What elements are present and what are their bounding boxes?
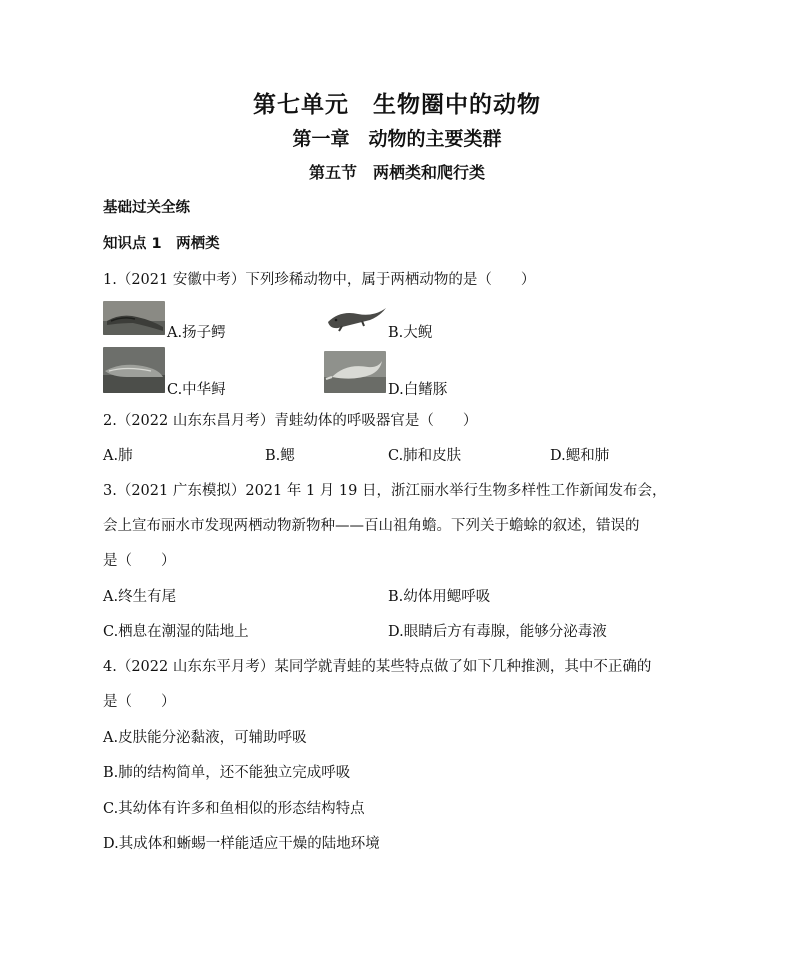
q3-option-b: B.幼体用鳃呼吸 bbox=[388, 589, 491, 605]
q1-option-a: A.扬子鳄 bbox=[167, 325, 226, 341]
q3-option-a: A.终生有尾 bbox=[103, 589, 177, 605]
q3-option-d: D.眼睛后方有毒腺，能够分泌毒液 bbox=[388, 624, 607, 640]
section-title: 第五节 两栖类和爬行类 bbox=[308, 163, 485, 182]
q2-option-a: A.肺 bbox=[103, 448, 133, 464]
knowledge-point-heading: 知识点 1 两栖类 bbox=[103, 236, 220, 252]
question-3-stem-line-1: 3.（2021 广东模拟）2021 年 1 月 19 日，浙江丽水举行生物多样性工作新闻发布会， bbox=[103, 483, 667, 499]
baiji-dolphin-photo bbox=[324, 351, 386, 393]
section-heading: 基础过关全练 bbox=[103, 200, 190, 216]
q1-option-d: D.白鳍豚 bbox=[388, 382, 448, 398]
q4-option-a: A.皮肤能分泌黏液，可辅助呼吸 bbox=[103, 730, 307, 746]
giant-salamander-photo bbox=[324, 302, 388, 334]
q4-option-b: B.肺的结构简单，还不能独立完成呼吸 bbox=[103, 765, 351, 781]
q1-option-b: B.大鲵 bbox=[388, 325, 433, 341]
q2-option-c: C.肺和皮肤 bbox=[388, 448, 462, 464]
sturgeon-photo bbox=[103, 347, 165, 393]
chapter-title: 第一章 动物的主要类群 bbox=[292, 128, 502, 150]
question-4-stem-line-1: 4.（2022 山东东平月考）某同学就青蛙的某些特点做了如下几种推测，其中不正确的 bbox=[103, 659, 652, 675]
question-2-stem: 2.（2022 山东东昌月考）青蛙幼体的呼吸器官是（ ） bbox=[103, 413, 478, 429]
unit-title: 第七单元 生物圈中的动物 bbox=[253, 92, 541, 118]
q4-option-d: D.其成体和蜥蜴一样能适应干燥的陆地环境 bbox=[103, 836, 380, 852]
question-3-stem-line-3: 是（ ） bbox=[103, 553, 176, 569]
question-1-stem: 1.（2021 安徽中考）下列珍稀动物中，属于两栖动物的是（ ） bbox=[103, 272, 536, 288]
q3-option-c: C.栖息在潮湿的陆地上 bbox=[103, 624, 249, 640]
q1-option-c: C.中华鲟 bbox=[167, 382, 226, 398]
alligator-photo bbox=[103, 301, 165, 335]
q2-option-d: D.鳃和肺 bbox=[550, 448, 610, 464]
q2-option-b: B.鳃 bbox=[265, 448, 295, 464]
question-3-stem-line-2: 会上宣布丽水市发现两栖动物新物种——百山祖角蟾。下列关于蟾蜍的叙述，错误的 bbox=[103, 518, 640, 534]
question-4-stem-line-2: 是（ ） bbox=[103, 694, 176, 710]
q4-option-c: C.其幼体有许多和鱼相似的形态结构特点 bbox=[103, 801, 365, 817]
